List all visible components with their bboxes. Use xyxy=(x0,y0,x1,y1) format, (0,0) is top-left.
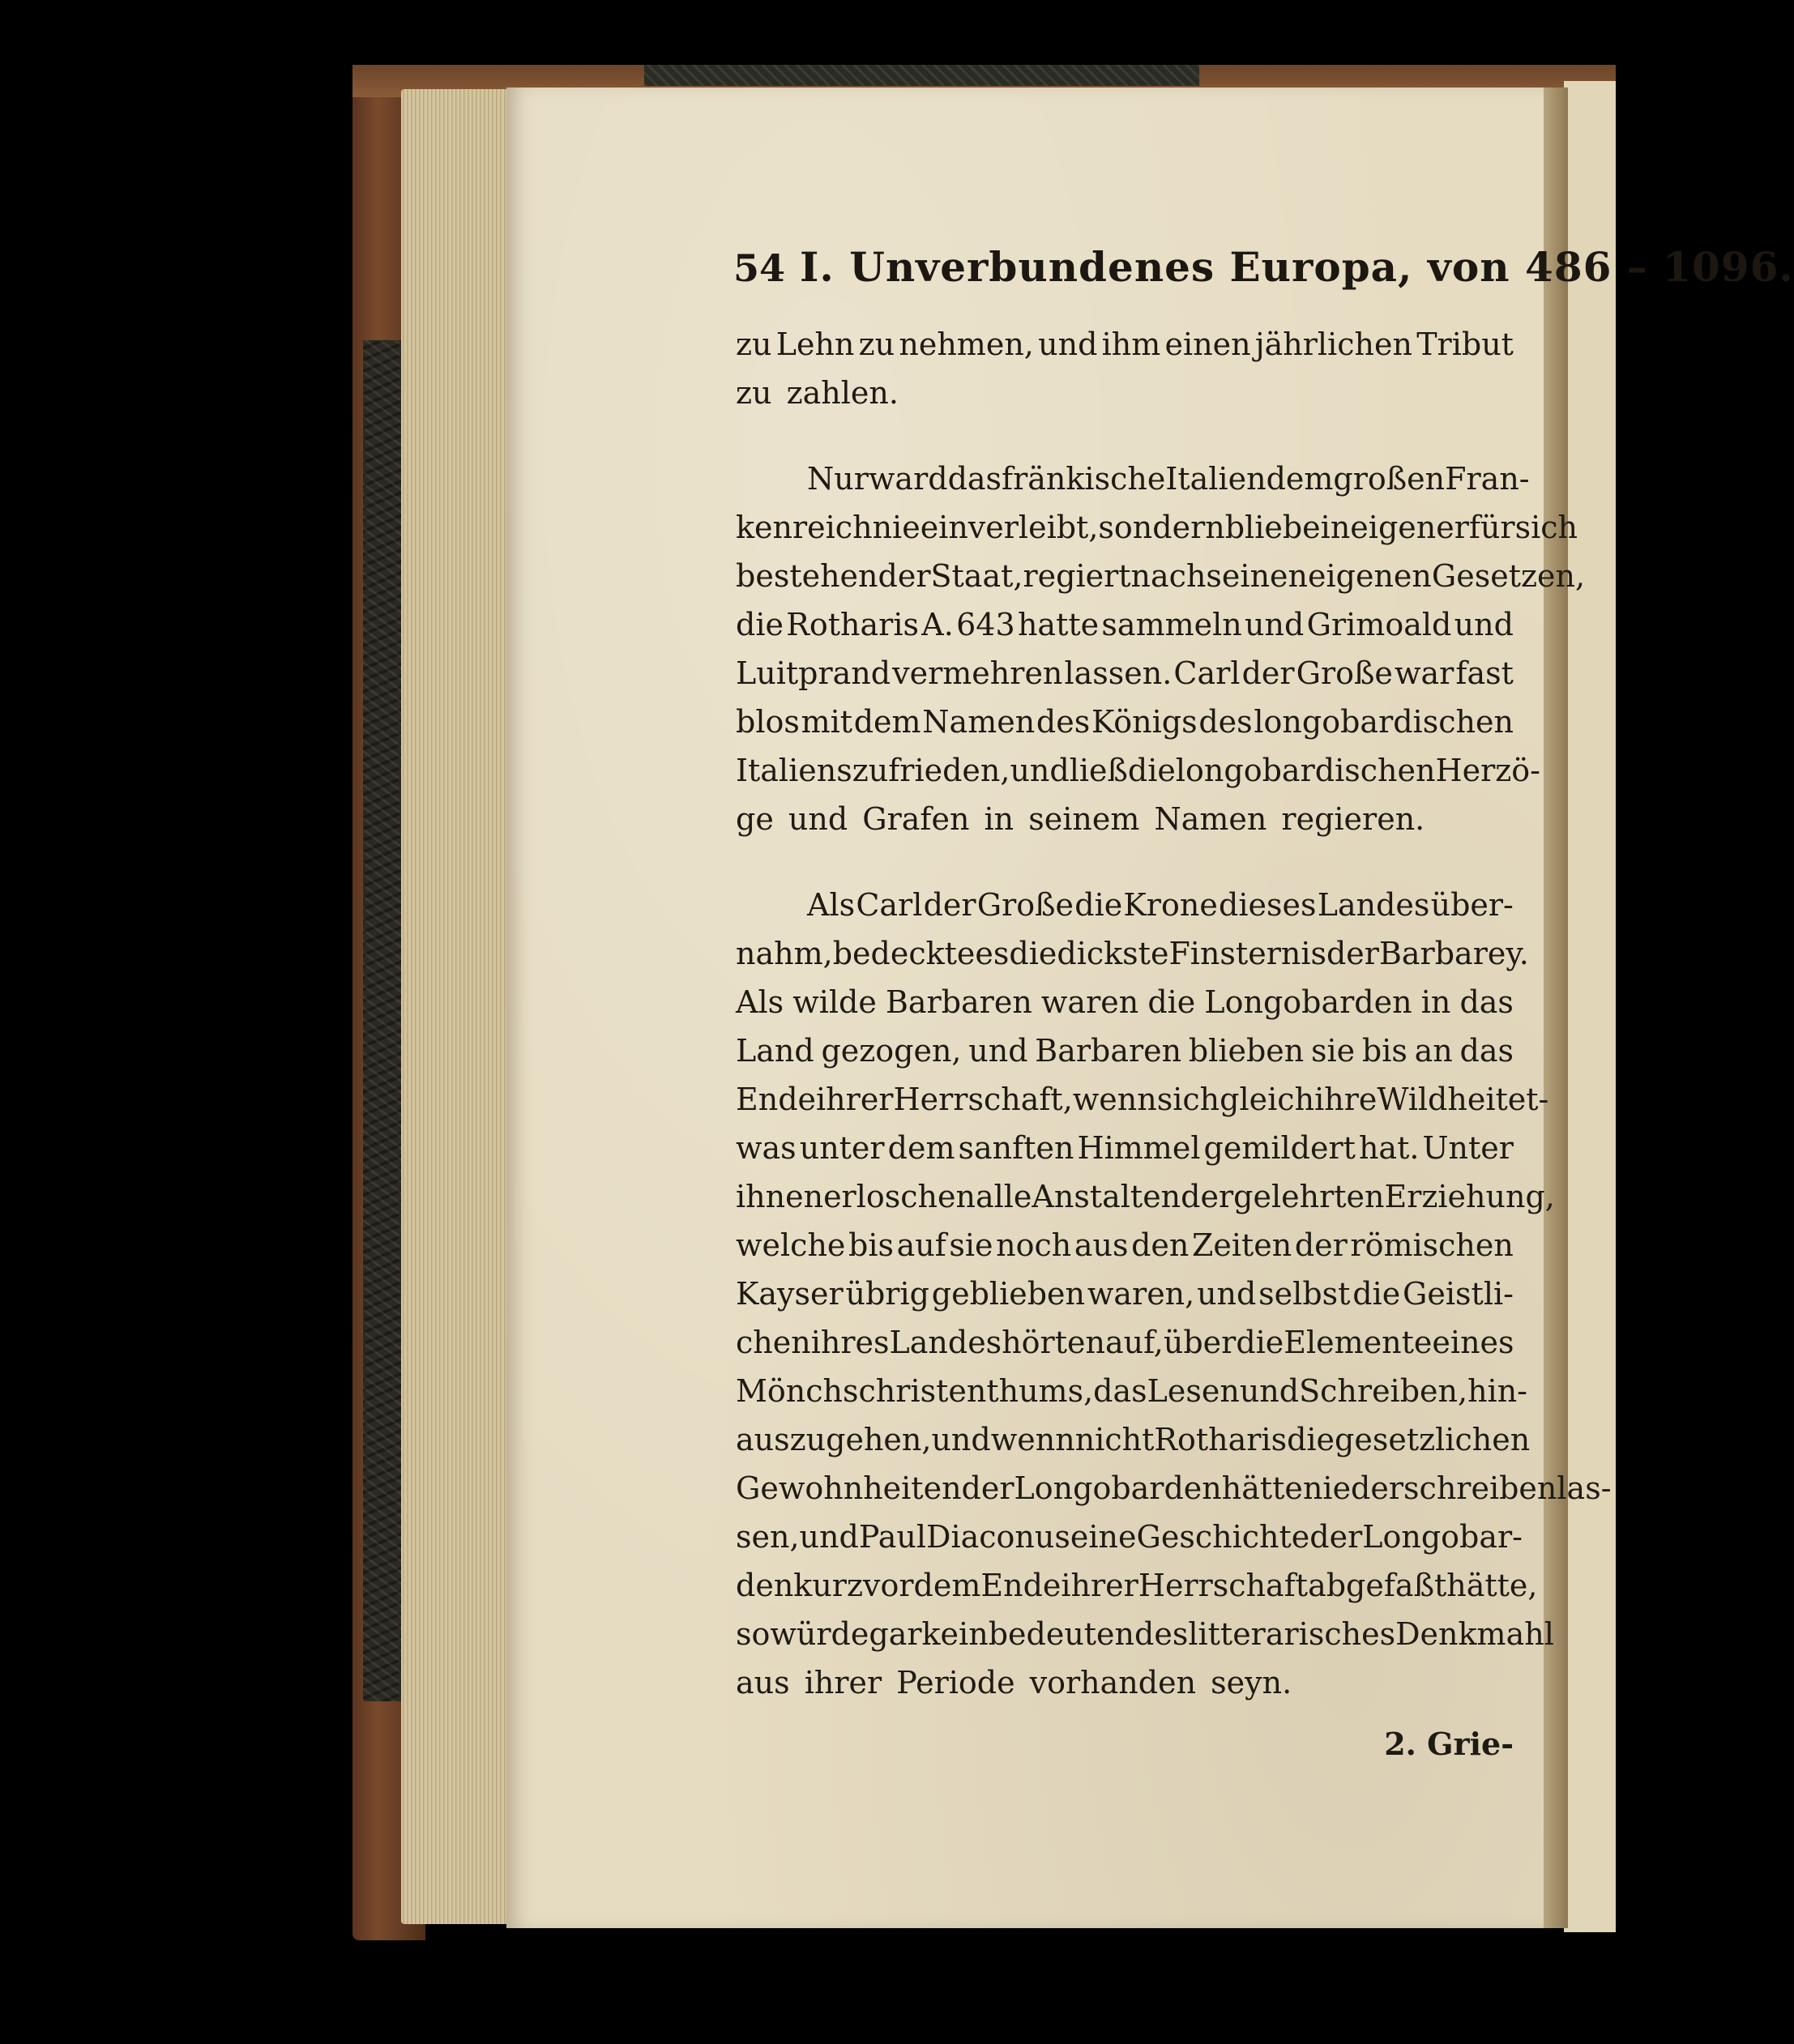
text-line: Land gezogen, und Barbaren blieben sie bis an das xyxy=(736,1033,1514,1069)
page-edges xyxy=(401,89,523,1924)
text-line: Als wilde Barbaren waren die Longobarden in das xyxy=(736,984,1514,1020)
text-line: nahm, bedeckte es die dickste Finsternis der Barbarey. xyxy=(736,936,1529,971)
text-line: Gewohnheiten der Longobarden hätte niederschreiben las- xyxy=(736,1470,1612,1506)
text-line: aus ihrer Periode vorhanden seyn. xyxy=(736,1665,1292,1700)
text-line: die Rotharis A. 643 hatte sammeln und Grimoald und xyxy=(736,607,1514,642)
body-text xyxy=(736,320,1612,1707)
text-line: blos mit dem Namen des Königs des longobardischen xyxy=(736,704,1514,740)
facing-page-edge xyxy=(1564,81,1616,1932)
text-line: bestehender Staat, regiert nach seinen eigenen Gesetzen, xyxy=(736,558,1586,594)
text-line: zu Lehn zu nehmen, und ihm einen jährlichen Tribut xyxy=(736,326,1514,362)
text-line: Kayser übrig geblieben waren, und selbst die Geistli- xyxy=(736,1276,1514,1312)
text-line: was unter dem sanften Himmel gemildert hat. Unter xyxy=(736,1130,1514,1166)
catchword: 2. Grie- xyxy=(1384,1726,1514,1762)
text-line: ge und Grafen in seinem Namen regieren. xyxy=(736,801,1425,837)
running-head xyxy=(733,243,1794,291)
text-line: Ende ihrer Herrschaft, wenn sich gleich ihre Wildheit et- xyxy=(736,1082,1549,1117)
text-line: zu zahlen. xyxy=(736,375,899,411)
text-line: auszugehen, und wenn nicht Rotharis die gesetzlichen xyxy=(736,1422,1531,1457)
text-line: Italiens zufrieden, und ließ die longobardischen Herzö- xyxy=(736,753,1540,788)
marbled-cover-top xyxy=(644,65,1199,86)
text-line: Luitprand vermehren lassen. Carl der Große war fast xyxy=(736,655,1514,691)
running-head-title: I. Unverbundenes Europa, von 486 – 1096. xyxy=(800,243,1794,291)
text-line: Nur ward das fränkische Italien dem großen Fran- xyxy=(807,461,1530,497)
paragraph xyxy=(736,320,1514,417)
text-line: sen, und Paul Diaconus eine Geschichte der Longobar- xyxy=(736,1519,1523,1555)
text-line: ihnen erloschen alle Anstalten der gelehrten Erziehung, xyxy=(736,1179,1555,1214)
paragraph xyxy=(736,881,1612,1707)
page-number: 54 xyxy=(733,246,786,290)
text-line: Mönchschristenthums, das Lesen und Schreiben, hin- xyxy=(736,1373,1528,1409)
paragraph xyxy=(736,454,1586,843)
text-line: Als Carl der Große die Krone dieses Landes über- xyxy=(807,887,1514,923)
text-line: so würde gar kein bedeutendes litterarisches Denkmahl xyxy=(736,1616,1554,1652)
text-line: chen ihres Landes hörten auf, über die Elemente eines xyxy=(736,1325,1514,1360)
text-line: kenreich nie einverleibt, sondern blieb ein eigener für sich xyxy=(736,510,1578,545)
text-line: den kurz vor dem Ende ihrer Herrschaft abgefaßt hätte, xyxy=(736,1568,1538,1603)
text-line: welche bis auf sie noch aus den Zeiten der römischen xyxy=(736,1227,1514,1263)
